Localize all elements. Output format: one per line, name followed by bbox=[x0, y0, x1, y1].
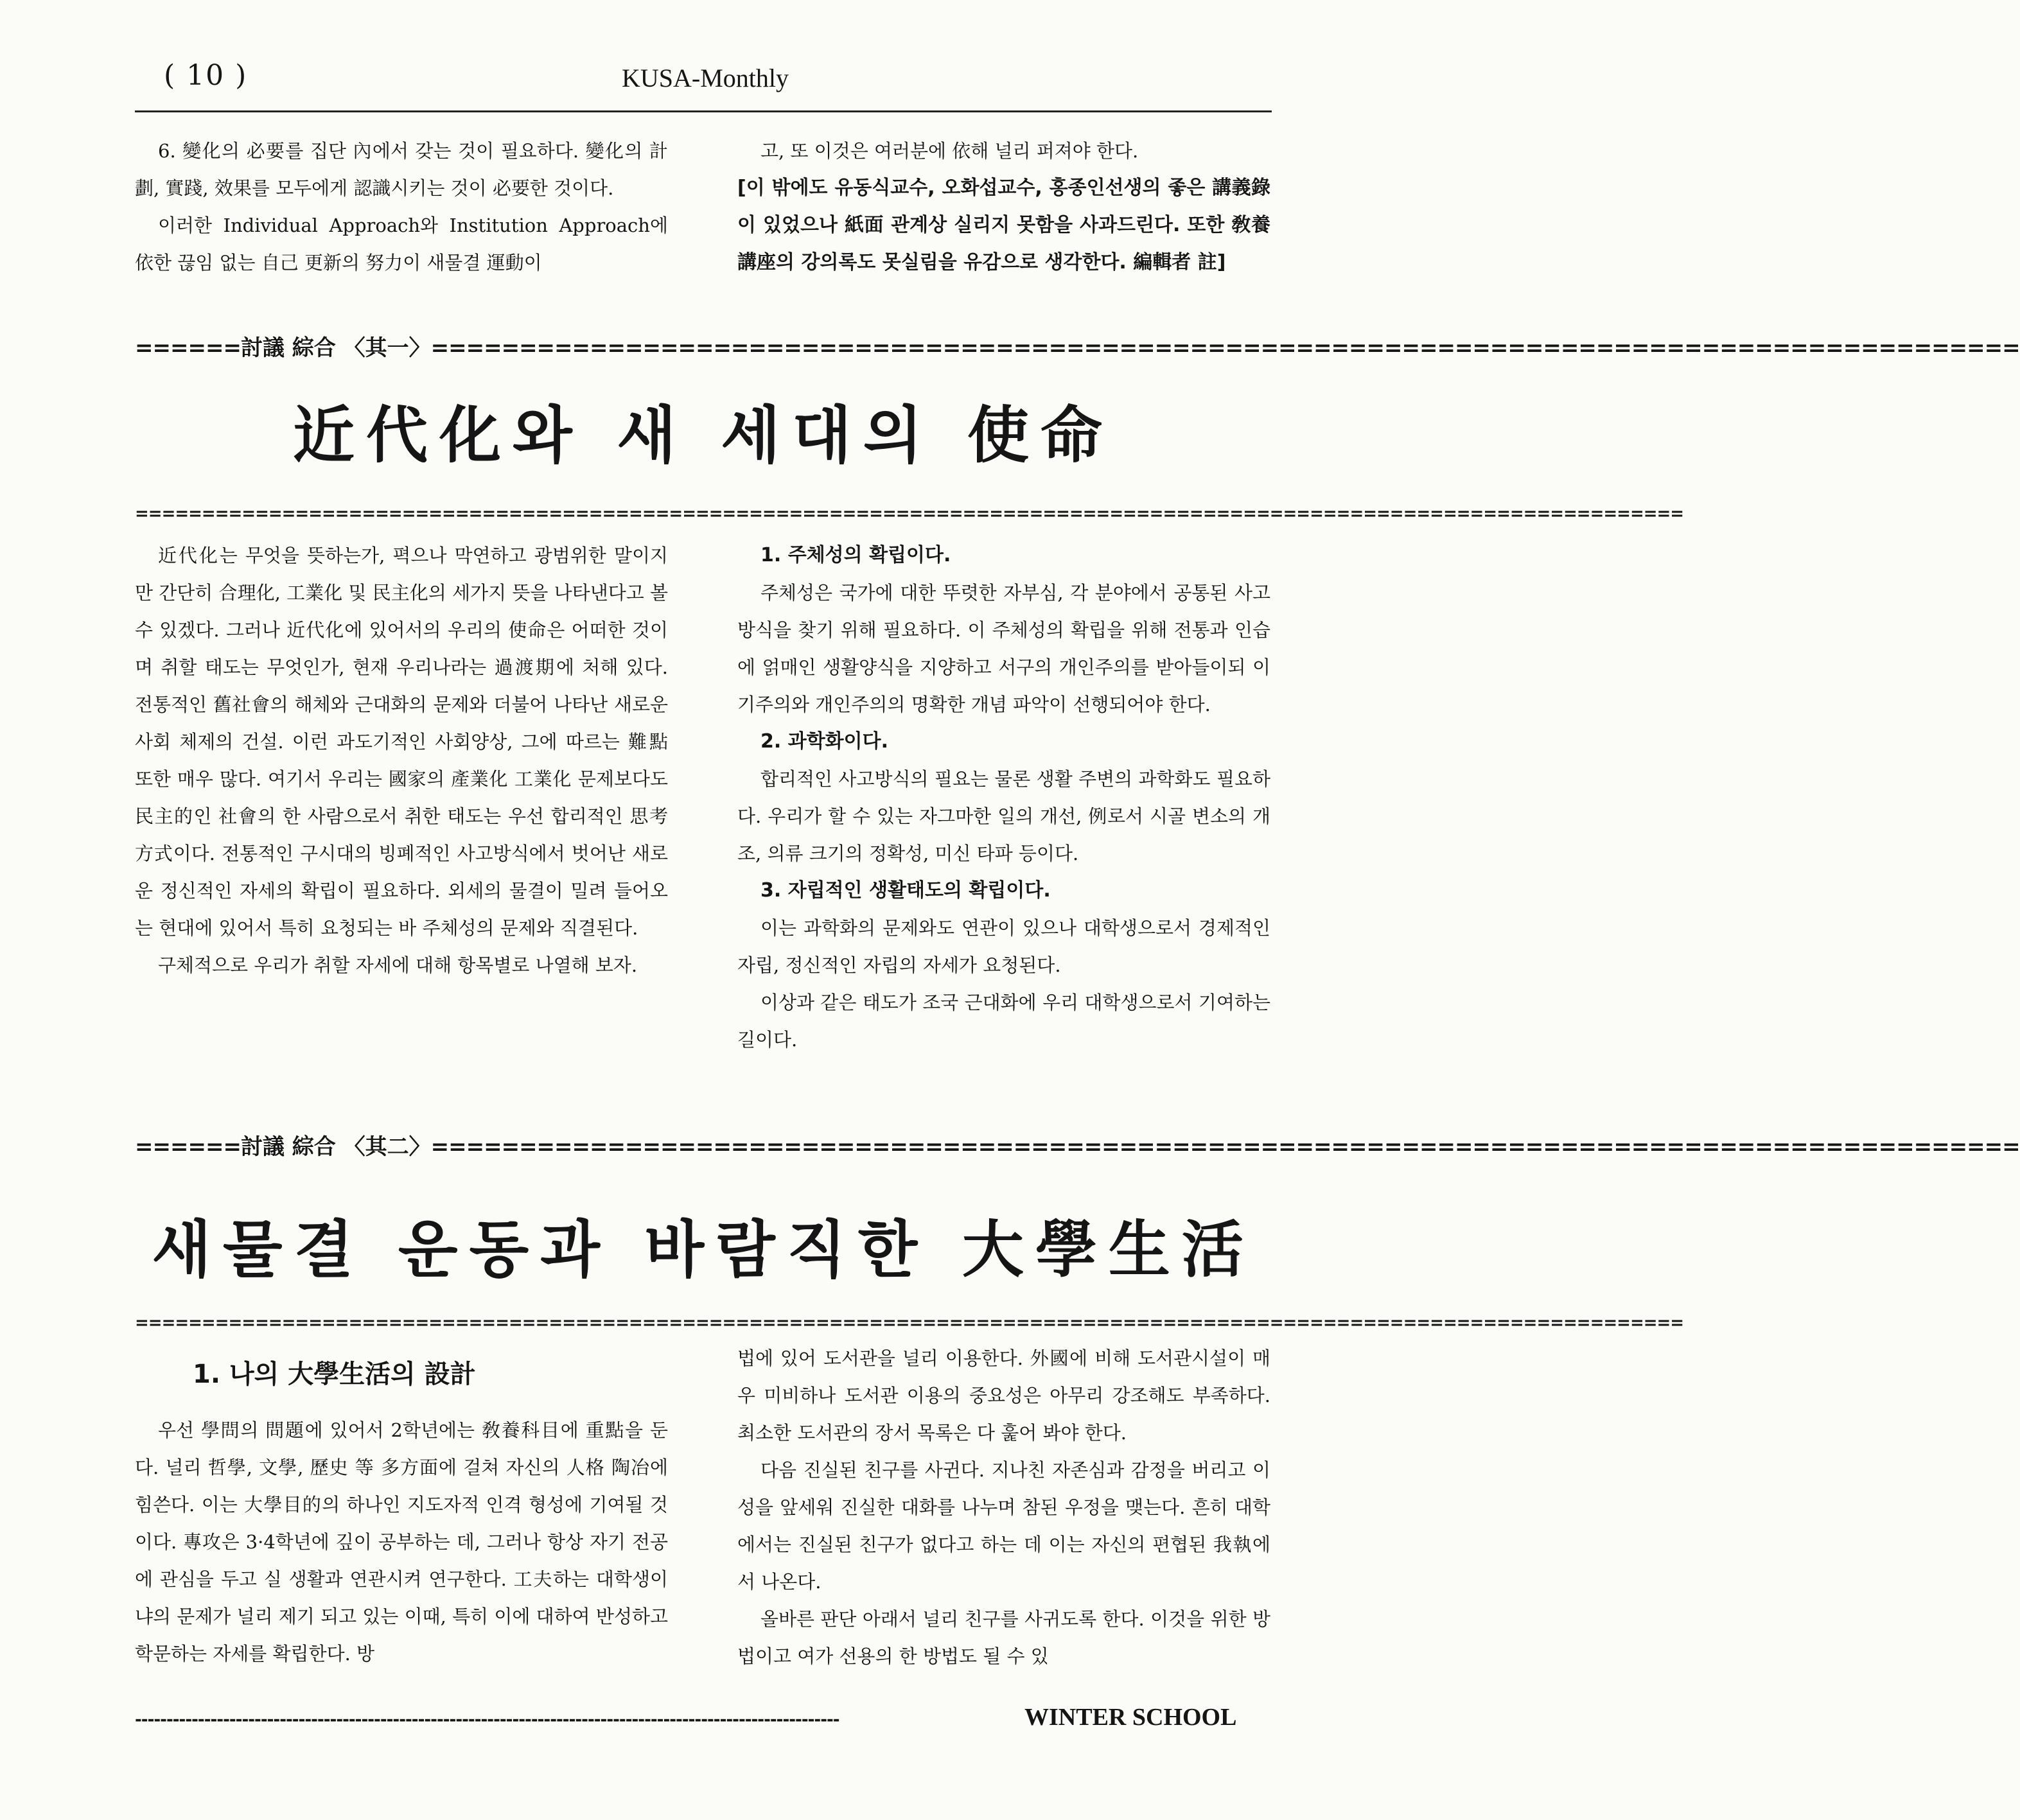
title-rule: ==================================================================================================================== bbox=[135, 504, 1684, 523]
article-title-1: 近代化와 새 세대의 使命 bbox=[293, 399, 1114, 471]
header-rule bbox=[135, 110, 1272, 112]
section-label-text: 討議 綜合 〈其一〉 bbox=[240, 335, 431, 361]
decorative-rule: ========================================================================================== bbox=[430, 1134, 2020, 1160]
item-heading: 2. 과학화이다. bbox=[760, 730, 889, 753]
paragraph: 近代化는 무엇을 뜻하는가, 펵으나 막연하고 광범위한 말이지만 간단히 合理化, 工業化 및 民主化의 세가지 뜻을 나타낸다고 볼 수 있겠다. 그러나 近代化에 있어서의 우리의 使命은 어떠한 것이며 취할 태도는 무엇인가, 현재 우리나라는 過渡期에 처해 있다. 전통적인 舊社會의 해체와 근대화의 문제와 더불어 나타난 새로운 사회 체제의 건설. 이런 과도기적인 사회양상, 그에 따르는 難點 또한 매우 많다. 여기서 우리는 國家의 產業化 工業化 문제보다도 民主的인 社會의 한 사람으로서 취한 태도는 우선 합리적인 思考方式이다. 전통적인 구시대의 빙폐적인 사고방식에서 벗어난 새로운 정신적인 자세의 확립이 필요하다. 외세의 물결이 밀려 들어오는 현대에 있어서 특히 요청되는 바 주체성의 문제와 직결된다. bbox=[135, 545, 668, 939]
top-left-column bbox=[135, 132, 668, 281]
footer-label: WINTER SCHOOL bbox=[1024, 1704, 1237, 1731]
decorative-rule: ====== bbox=[135, 335, 241, 361]
title-rule: ==================================================================================================================== bbox=[135, 1313, 1684, 1333]
section1-left-column bbox=[135, 537, 668, 984]
item-body: 주체성은 국가에 대한 뚜렷한 자부심, 각 분야에서 공통된 사고방식을 찾기 위해 필요하다. 이 주체성의 확립을 위해 전통과 인습에 얽매인 생활양식을 지양하고 서구의 개인주의를 받아들이되 이기주의와 개인주의의 명확한 개념 파악이 선행되어야 한다. bbox=[737, 582, 1270, 715]
decorative-rule: ========================================================================================== bbox=[430, 335, 2020, 361]
paragraph: 이러한 Individual Approach와 Institution Approach에 依한 끊임 없는 自己 更新의 努力이 새물결 運動이 bbox=[135, 214, 668, 274]
section1-right-column bbox=[737, 537, 1270, 1058]
footer-rule: ---------------------------------------------------------------------------------------------------------------- bbox=[135, 1710, 839, 1729]
article-title-2: 새물결 운동과 바람직한 大學生活 bbox=[152, 1213, 1255, 1286]
paragraph: 법에 있어 도서관을 널리 이용한다. 外國에 비해 도서관시설이 매우 미비하나 도서관 이용의 중요성은 아무리 강조해도 부족하다. 최소한 도서관의 장서 목록은 다 훑어 봐야 한다. bbox=[737, 1347, 1270, 1444]
decorative-rule: ====== bbox=[135, 1134, 241, 1160]
paragraph: 고, 또 이것은 여러분에 依해 널리 퍼져야 한다. bbox=[760, 140, 1139, 162]
item-heading: 3. 자립적인 생활태도의 확립이다. bbox=[760, 879, 1051, 902]
paragraph: 6. 變化의 必要를 집단 內에서 갖는 것이 필요하다. 變化의 計劃, 實踐, 效果를 모두에게 認識시키는 것이 必要한 것이다. bbox=[135, 140, 668, 199]
paragraph: 우선 學問의 問題에 있어서 2학년에는 敎養科目에 重點을 둔다. 널리 哲學, 文學, 歷史 等 多方面에 걸쳐 자신의 人格 陶冶에 힘쓴다. 이는 大學目的의 하나인 지도자적 인격 형성에 기여될 것이다. 專攻은 3·4학년에 깊이 공부하는 데, 그러나 항상 자기 전공에 관심을 두고 실 생활과 연관시켜 연구한다. 工夫하는 대학생이냐의 문제가 널리 제기 되고 있는 이때, 특히 이에 대하여 반성하고 학문하는 자세를 확립한다. 방 bbox=[135, 1419, 668, 1665]
page-number: ( 10 ) bbox=[164, 59, 248, 92]
editor-note: [이 밖에도 유동식교수, 오화섭교수, 홍종인선생의 좋은 講義錄이 있었으나 紙面 관계상 실리지 못함을 사과드린다. 또한 敎養講座의 강의록도 못실림을 유감으로 생각한다. 編輯者 註] bbox=[737, 177, 1270, 274]
section-label-text: 討議 綜合 〈其二〉 bbox=[240, 1134, 431, 1160]
paragraph: 이상과 같은 태도가 조국 근대화에 우리 대학생으로서 기여하는 길이다. bbox=[737, 992, 1270, 1051]
subsection-title: 1. 나의 大學生活의 設計 bbox=[193, 1360, 476, 1389]
section2-left-column bbox=[135, 1355, 668, 1672]
paragraph: 올바른 판단 아래서 널리 친구를 사귀도록 한다. 이것을 위한 방법이고 여가 선용의 한 방법도 될 수 있 bbox=[737, 1608, 1270, 1667]
section-label-1 bbox=[135, 333, 2020, 363]
paragraph: 구체적으로 우리가 취할 자세에 대해 항목별로 나열해 보자. bbox=[158, 954, 638, 976]
section2-right-column bbox=[737, 1340, 1270, 1675]
item-heading: 1. 주체성의 확립이다. bbox=[760, 544, 951, 566]
item-body: 이는 과학화의 문제와도 연관이 있으나 대학생으로서 경제적인 자립, 정신적인 자립의 자세가 요청된다. bbox=[737, 917, 1270, 976]
section-label-2 bbox=[135, 1132, 2020, 1162]
top-right-column bbox=[737, 132, 1270, 281]
paragraph: 다음 진실된 친구를 사귄다. 지나친 자존심과 감정을 버리고 이성을 앞세워 진실한 대화를 나누며 참된 우정을 맺는다. 흔히 대학에서는 진실된 친구가 없다고 하는 데 이는 자신의 편협된 我執에서 나온다. bbox=[737, 1459, 1270, 1593]
item-body: 합리적인 사고방식의 필요는 물론 생활 주변의 과학화도 필요하다. 우리가 할 수 있는 자그마한 일의 개선, 例로서 시골 변소의 개조, 의류 크기의 정확성, 미신 타파 등이다. bbox=[737, 768, 1270, 864]
magazine-title: KUSA-Monthly bbox=[622, 64, 789, 92]
